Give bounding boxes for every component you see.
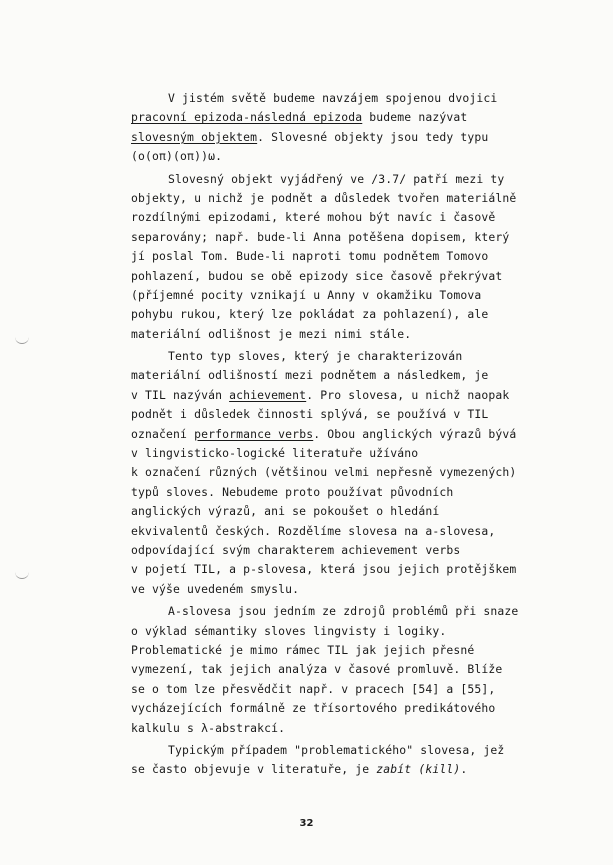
text-line bbox=[131, 366, 561, 385]
text-segment: anglických výrazů, ani se pokoušet o hledání bbox=[131, 504, 440, 519]
text-line bbox=[131, 247, 561, 266]
text-segment: o výklad sémantiky sloves lingvisty i logiky. bbox=[131, 623, 447, 638]
text-segment: v TIL nazýván bbox=[131, 387, 230, 402]
text-segment: vymezení, tak jejich analýza v časové promluvě. Blíže bbox=[131, 662, 503, 677]
page-number: 32 bbox=[299, 818, 314, 829]
text-segment: objekty, u nichž je podnět a důsledek tvořen materiálně bbox=[131, 190, 517, 205]
text-segment: pohybu rukou, který lze pokládat za pohlazení), ale bbox=[131, 307, 489, 322]
text-segment: v pojetí TIL, a p-slovesa, která jsou jejich protějškem bbox=[131, 562, 517, 577]
text-segment: vycházejících formálně ze třísortového predikátového bbox=[131, 701, 496, 716]
text-line bbox=[131, 522, 561, 541]
text-segment: Typickým případem "problematického" slovesa, jež bbox=[168, 742, 505, 757]
text-line bbox=[131, 267, 561, 286]
text-segment: Tento typ sloves, který je charakterizován bbox=[168, 349, 463, 364]
text-segment: materiální odlišnost je mezi nimi stále. bbox=[131, 326, 412, 341]
text-segment: rozdílnými epizodami, které mohou být navíc i časově bbox=[131, 210, 496, 225]
text-segment: . bbox=[460, 762, 468, 777]
paragraph bbox=[131, 170, 561, 345]
text-line bbox=[131, 680, 561, 699]
text-line bbox=[131, 128, 561, 147]
text-line bbox=[131, 228, 561, 247]
text-line bbox=[131, 463, 561, 482]
italic-term: zabít (kill) bbox=[376, 762, 461, 777]
paragraph bbox=[131, 602, 561, 738]
text-segment: V jistém světě budeme navzájem spojenou dvojici bbox=[168, 91, 498, 105]
text-line bbox=[131, 622, 561, 641]
text-segment: materiální odlišností mezi podnětem a následkem, je bbox=[131, 368, 489, 383]
text-line bbox=[131, 444, 561, 463]
text-segment: separovány; např. bude-li Anna potěšena dopisem, který bbox=[131, 229, 510, 244]
text-segment: k označení různých (většinou velmi nepřesně vymezených) bbox=[131, 465, 517, 480]
text-line bbox=[131, 147, 561, 166]
text-line bbox=[131, 208, 561, 227]
text-segment: označení bbox=[131, 426, 195, 441]
text-line bbox=[131, 189, 561, 208]
text-segment: se často objevuje v literatuře, je bbox=[131, 762, 377, 777]
text-line bbox=[131, 541, 561, 560]
text-segment: odpovídající svým charakterem achievement verbs bbox=[131, 542, 461, 557]
text-line bbox=[131, 560, 561, 579]
margin-scan-mark bbox=[15, 337, 29, 344]
text-segment: A-slovesa jsou jedním ze zdrojů problémů při snaze bbox=[168, 604, 519, 619]
text-segment: kalkulu s λ-abstrakcí. bbox=[131, 720, 286, 735]
text-line bbox=[131, 405, 561, 424]
text-line bbox=[131, 699, 561, 718]
margin-scan-mark bbox=[15, 572, 29, 579]
text-segment: pohlazení, budou se obě epizody sice časově překrývat bbox=[131, 268, 503, 283]
text-line bbox=[131, 641, 561, 660]
text-segment: (o(oπ)(oπ))ω. bbox=[131, 149, 223, 164]
text-line bbox=[131, 741, 561, 760]
text-line bbox=[131, 305, 561, 324]
text-segment: (příjemné pocity vznikají u Anny v okamžiku Tomova bbox=[131, 287, 482, 302]
paragraph bbox=[131, 741, 561, 780]
text-segment: . Pro slovesa, u nichž naopak bbox=[306, 387, 510, 402]
text-line bbox=[131, 386, 561, 405]
text-line bbox=[131, 108, 561, 127]
text-line bbox=[131, 660, 561, 679]
text-line bbox=[131, 580, 561, 599]
text-line bbox=[131, 286, 561, 305]
text-line bbox=[131, 760, 561, 779]
underlined-term: achievement bbox=[229, 387, 307, 402]
underlined-term: performance verbs bbox=[194, 426, 314, 441]
text-segment: . Obou anglických výrazů bývá bbox=[313, 426, 517, 441]
text-line bbox=[131, 483, 561, 502]
text-line bbox=[131, 425, 561, 444]
body-text bbox=[131, 89, 561, 780]
text-line bbox=[131, 347, 561, 366]
paragraph bbox=[131, 89, 561, 167]
text-segment: v lingvisticko-logické literatuře užíváno bbox=[131, 446, 419, 461]
text-line bbox=[131, 502, 561, 521]
text-segment: Slovesný objekt vyjádřený ve /3.7/ patří mezi ty bbox=[168, 171, 505, 186]
text-line bbox=[131, 170, 561, 189]
text-segment: se o tom lze přesvědčit např. v pracech [54] a [55], bbox=[131, 681, 496, 696]
underlined-term: slovesným objektem bbox=[131, 129, 258, 144]
text-segment: . Slovesné objekty jsou tedy typu bbox=[257, 129, 489, 144]
text-line bbox=[131, 719, 561, 738]
text-segment: budeme nazývat bbox=[362, 110, 468, 125]
text-line bbox=[131, 89, 561, 108]
text-line bbox=[131, 325, 561, 344]
text-segment: Problematické je mimo rámec TIL jak jejich přesné bbox=[131, 642, 475, 657]
text-segment: ve výše uvedeném smyslu. bbox=[131, 581, 300, 596]
text-line bbox=[131, 602, 561, 621]
underlined-term: pracovní epizoda-následná epizoda bbox=[131, 110, 363, 125]
paragraph bbox=[131, 347, 561, 599]
text-segment: typů sloves. Nebudeme proto používat původních bbox=[131, 484, 454, 499]
text-segment: podnět i důsledek činnosti splývá, se používá v TIL bbox=[131, 407, 489, 422]
text-segment: ekvivalentů českých. Rozdělíme slovesa na a-slovesa, bbox=[131, 523, 496, 538]
text-segment: jí poslal Tom. Bude-li naproti tomu podnětem Tomovo bbox=[131, 249, 489, 264]
